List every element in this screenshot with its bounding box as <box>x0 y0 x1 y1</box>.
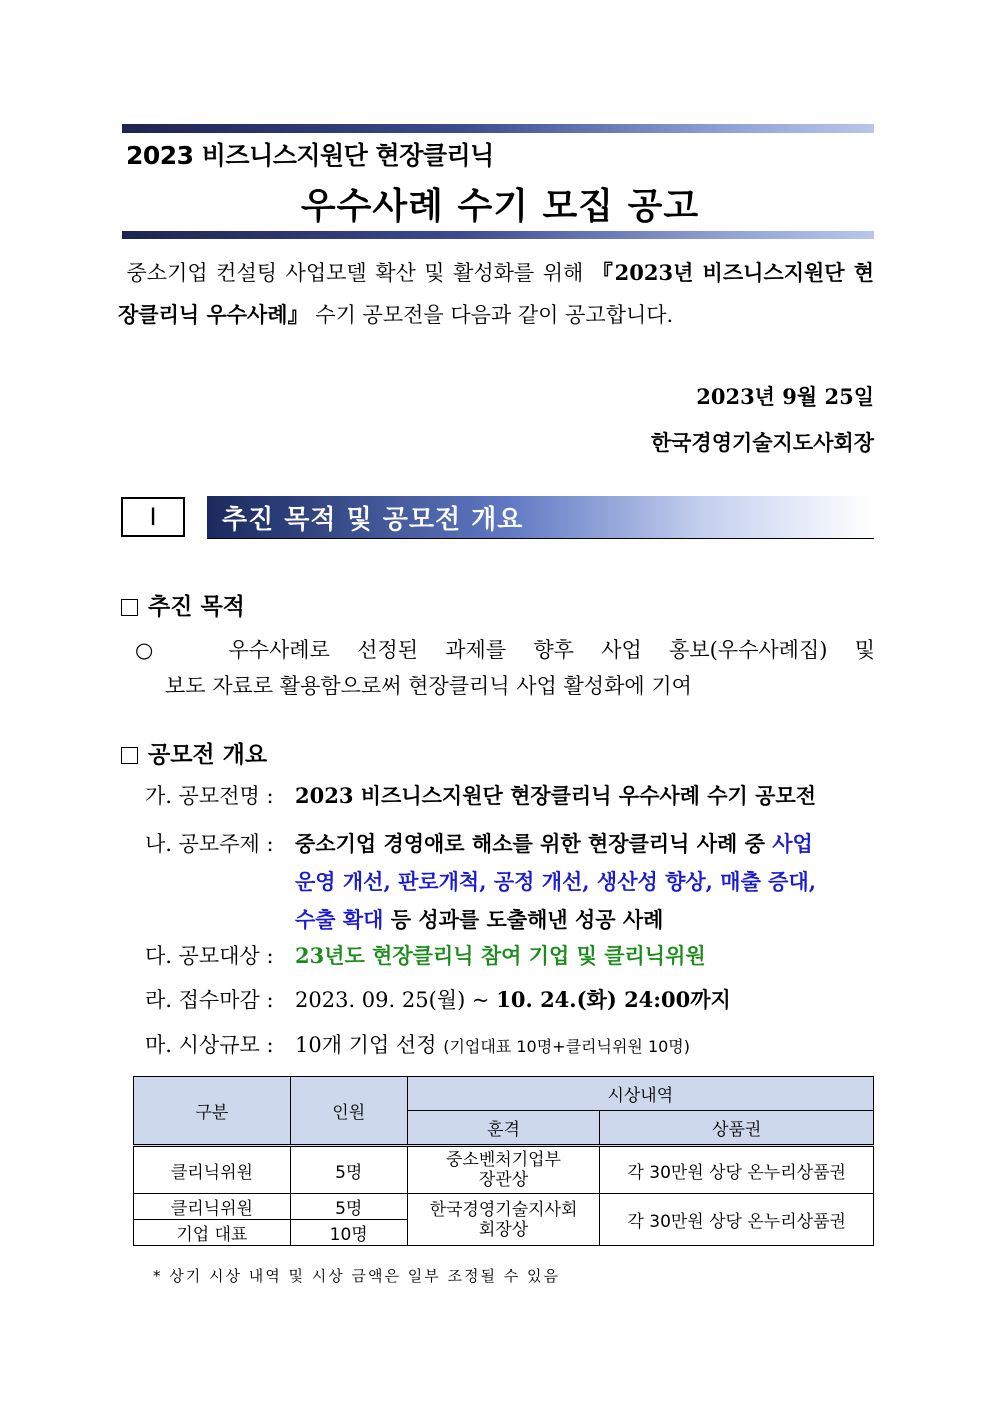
title-bottom-bar <box>122 231 874 239</box>
overview-item-name <box>145 780 816 810</box>
item-label: 가. 공모전명 : <box>145 784 274 808</box>
cell-honor: 한국경영기술지사회 회장상 <box>407 1194 600 1246</box>
overview-item-scale <box>145 1029 690 1059</box>
intro-text-after: 수기 공모전을 다음과 같이 공고합니다. <box>308 303 674 327</box>
cell-people: 10명 <box>290 1220 407 1246</box>
cell-people: 5명 <box>290 1194 407 1220</box>
item-value: 23년도 현장클리닉 참여 기업 및 클리닉위원 <box>295 943 706 968</box>
header-honor: 훈격 <box>407 1111 600 1146</box>
cell-voucher: 각 30만원 상당 온누리상품권 <box>600 1194 874 1246</box>
cell-honor: 중소벤처기업부 장관상 <box>407 1146 600 1194</box>
bullet-circle-icon: ○ <box>135 638 174 662</box>
announcement-date: 2023년 9월 25일 <box>696 384 874 409</box>
overview-item-theme <box>145 825 875 939</box>
overview-heading-text: 공모전 개요 <box>148 741 268 768</box>
title-top-bar <box>122 124 874 133</box>
item-value-highlight: 수출 확대 <box>295 907 384 932</box>
item-value-bold: 10. 24.(화) 24:00까지 <box>496 987 731 1012</box>
title-line-1: 2023 비즈니스지원단 현장클리닉 <box>126 141 494 170</box>
overview-item-deadline <box>145 984 731 1014</box>
item-value: 2023 비즈니스지원단 현장클리닉 우수사례 수기 공모전 <box>295 783 817 808</box>
item-label: 라. 접수마감 : <box>145 988 274 1012</box>
title-line-2: 우수사례 수기 모집 공고 <box>300 186 700 227</box>
header-voucher: 상품권 <box>600 1111 874 1146</box>
item-label: 나. 공모주제 : <box>145 832 274 856</box>
cell-category: 기업 대표 <box>134 1220 291 1246</box>
overview-heading <box>121 736 267 769</box>
purpose-heading-text: 추진 목적 <box>148 593 245 620</box>
intro-contest-name: 『2023년 비즈니스지원단 현장클리닉 우수사례』 <box>118 260 874 327</box>
cell-category: 클리닉위원 <box>134 1146 291 1194</box>
item-value: 10개 기업 선정 <box>295 1033 437 1057</box>
header-category: 구분 <box>134 1077 291 1146</box>
checkbox-icon <box>121 599 138 616</box>
table-row <box>134 1194 874 1220</box>
checkbox-icon <box>121 747 138 764</box>
purpose-line-1: 우수사례로 선정된 과제를 향후 사업 홍보(우수사례집) 및 <box>228 638 875 662</box>
header-people: 인원 <box>290 1077 407 1146</box>
section-number: Ⅰ <box>121 497 185 537</box>
section-title: 추진 목적 및 공모전 개요 <box>222 505 524 535</box>
header-award-details: 시상내역 <box>407 1077 873 1111</box>
item-value: 중소기업 경영애로 해소를 위한 현장클리닉 사례 중 <box>295 831 773 856</box>
intro-text-before: 중소기업 컨설팅 사업모델 확산 및 활성화를 위해 <box>126 261 592 285</box>
cell-category: 클리닉위원 <box>134 1194 291 1220</box>
cell-voucher: 각 30만원 상당 온누리상품권 <box>600 1146 874 1194</box>
item-label: 다. 공모대상 : <box>145 944 274 968</box>
intro-paragraph <box>118 252 874 336</box>
prize-table <box>133 1076 874 1246</box>
item-label: 마. 시상규모 : <box>145 1033 274 1057</box>
cell-people: 5명 <box>290 1146 407 1194</box>
table-footnote: * 상기 시상 내역 및 시상 금액은 일부 조정될 수 있음 <box>153 1267 560 1285</box>
issuer-name: 한국경영기술지도사회장 <box>650 430 874 455</box>
purpose-heading <box>121 588 245 621</box>
item-value-detail: (기업대표 10명+클리닉위원 10명) <box>443 1037 691 1056</box>
item-value-highlight: 운영 개선, 판로개척, 공정 개선, 생산성 향상, 매출 증대, <box>295 869 817 894</box>
table-row <box>134 1146 874 1194</box>
purpose-line-2: 보도 자료로 활용함으로써 현장클리닉 사업 활성화에 기여 <box>165 674 692 698</box>
item-value: 등 성과를 도출해낸 성공 사례 <box>383 907 664 932</box>
item-value-highlight: 사업 <box>772 831 813 856</box>
overview-item-target <box>145 940 706 970</box>
item-value: 2023. 09. 25(월) ~ <box>295 988 497 1012</box>
purpose-bullet <box>135 632 875 704</box>
